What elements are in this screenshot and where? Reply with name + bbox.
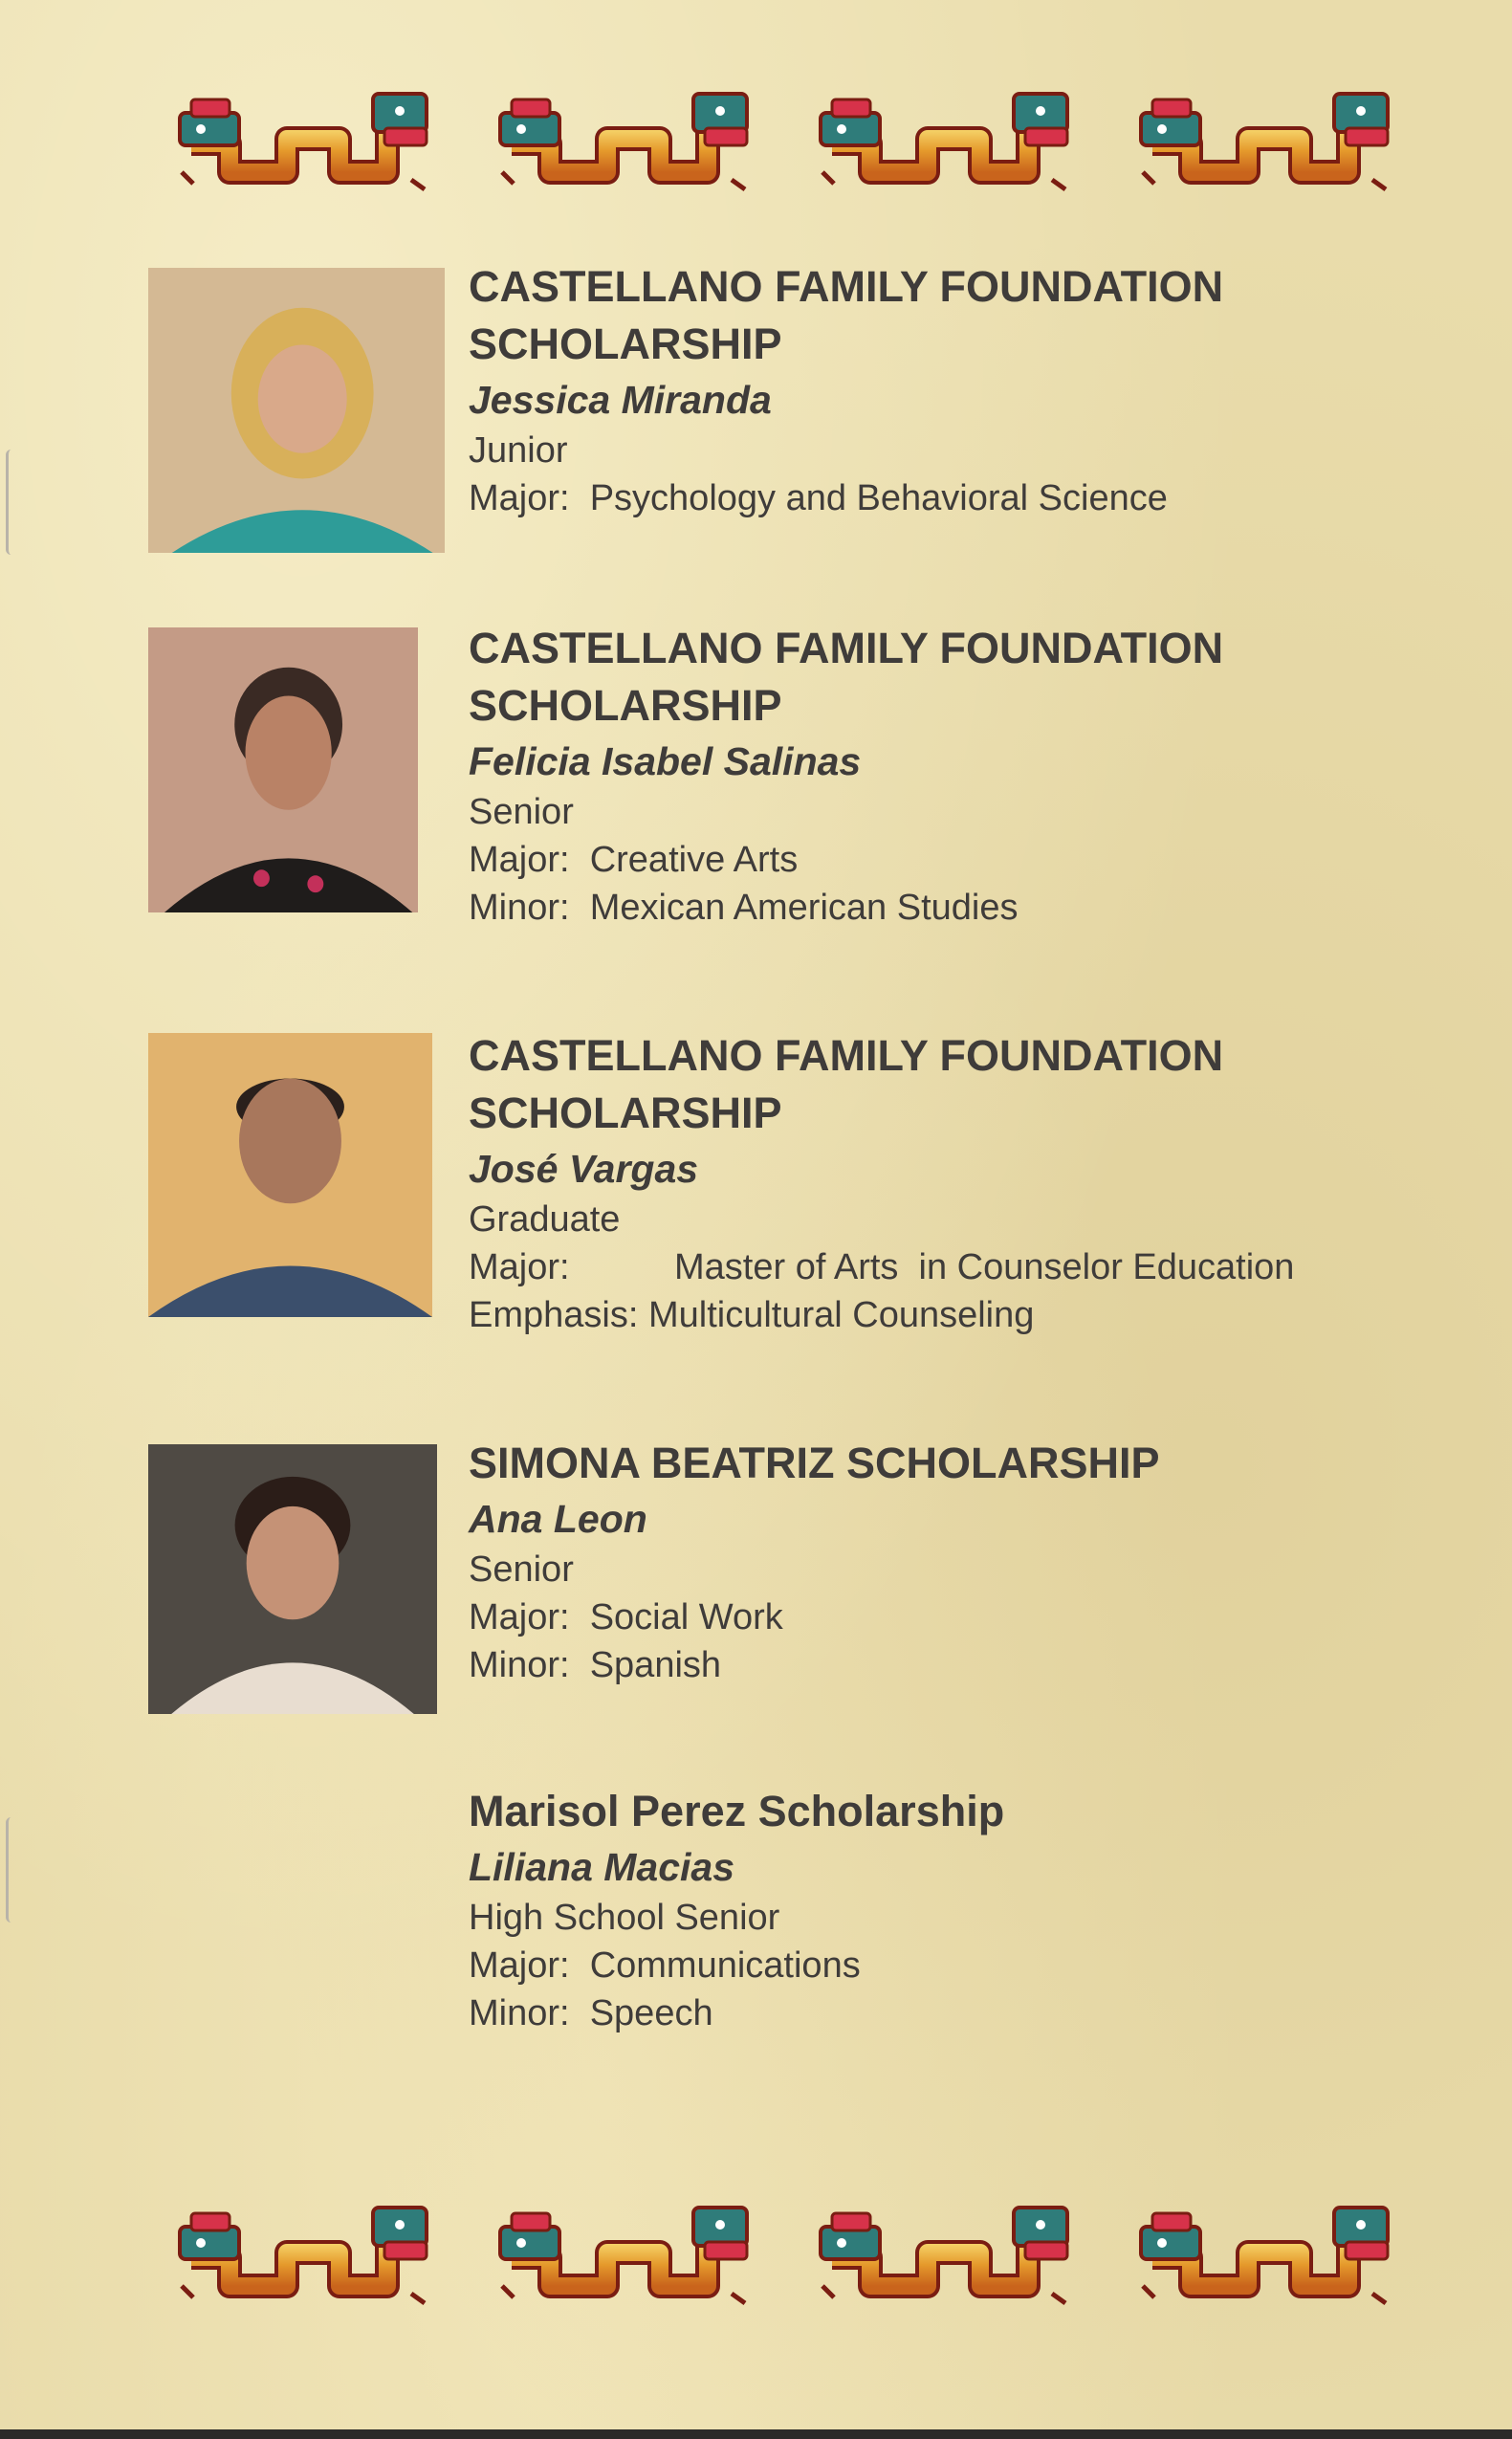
field-label: Emphasis: (469, 1295, 639, 1335)
field-row (469, 1243, 1473, 1291)
field-value: Speech (589, 1993, 713, 2033)
scholarship-title-line2: SCHOLARSHIP (469, 681, 782, 730)
field-row (469, 1641, 1473, 1689)
serpent-glyph-icon (1133, 2200, 1401, 2315)
scholarship-title: CASTELLANO FAMILY FOUNDATION (469, 1031, 1224, 1080)
scholarship-title: CASTELLANO FAMILY FOUNDATION (469, 624, 1224, 672)
recipient-name: José Vargas (469, 1147, 699, 1191)
scholarship-entry (469, 1435, 1473, 1689)
photo-felicia-isabel-salinas (148, 627, 418, 912)
scholarship-title: SIMONA BEATRIZ SCHOLARSHIP (469, 1439, 1160, 1487)
field-label: Minor: (469, 888, 570, 928)
scholarship-entry (469, 1783, 1473, 2037)
serpent-glyph-icon (813, 86, 1081, 201)
field-value: Communications (589, 1945, 861, 1986)
scholarship-title: Marisol Perez Scholarship (469, 1787, 1005, 1835)
recipient-name: Ana Leon (469, 1497, 647, 1541)
field-row (469, 474, 1473, 522)
serpent-glyph-icon (493, 2200, 760, 2315)
recipient-name: Liliana Macias (469, 1845, 735, 1889)
class-level: Senior (469, 792, 574, 832)
field-label: Major: (469, 1597, 570, 1637)
field-value: Spanish (589, 1645, 722, 1685)
serpent-glyph-icon (813, 2200, 1081, 2315)
scholarship-entry (469, 620, 1473, 932)
staple (6, 450, 16, 555)
field-row (469, 836, 1473, 884)
field-value: Master of Arts in Counselor Education (674, 1247, 1295, 1287)
field-row (469, 1593, 1473, 1641)
field-row (469, 1942, 1473, 1989)
bottom-ornament-border (163, 2200, 1406, 2324)
serpent-glyph-icon (172, 86, 440, 201)
field-value: Multicultural Counseling (647, 1295, 1035, 1335)
recipient-name: Felicia Isabel Salinas (469, 739, 862, 783)
field-value: Creative Arts (589, 840, 799, 880)
field-value: Social Work (589, 1597, 783, 1637)
field-label: Major: (469, 840, 570, 880)
photo-jessica-miranda (148, 268, 445, 553)
class-level: Senior (469, 1549, 574, 1590)
field-row (469, 1989, 1473, 2037)
class-level: High School Senior (469, 1898, 780, 1938)
scholarship-entry (469, 258, 1473, 522)
field-value: Psychology and Behavioral Science (589, 478, 1168, 518)
serpent-glyph-icon (1133, 86, 1401, 201)
serpent-glyph-icon (172, 2200, 440, 2315)
serpent-glyph-icon (493, 86, 760, 201)
scholarship-title-line2: SCHOLARSHIP (469, 319, 782, 368)
field-row (469, 884, 1473, 932)
class-level: Graduate (469, 1199, 621, 1240)
field-value: Mexican American Studies (589, 888, 1019, 928)
page-bottom-edge (0, 2429, 1512, 2439)
photo-jose-vargas (148, 1033, 432, 1317)
field-label: Minor: (469, 1645, 570, 1685)
scholarship-title-line2: SCHOLARSHIP (469, 1088, 782, 1137)
field-label: Major: (469, 1945, 570, 1986)
photo-ana-leon (148, 1444, 437, 1714)
staple (6, 1817, 16, 1923)
field-label: Major: (469, 1247, 570, 1287)
top-ornament-border (163, 86, 1406, 210)
field-label: Minor: (469, 1993, 570, 2033)
field-row (469, 1291, 1473, 1339)
field-label: Major: (469, 478, 570, 518)
recipient-name: Jessica Miranda (469, 378, 772, 422)
scholarship-entry (469, 1027, 1473, 1339)
scholarship-title: CASTELLANO FAMILY FOUNDATION (469, 262, 1224, 311)
class-level: Junior (469, 430, 568, 471)
